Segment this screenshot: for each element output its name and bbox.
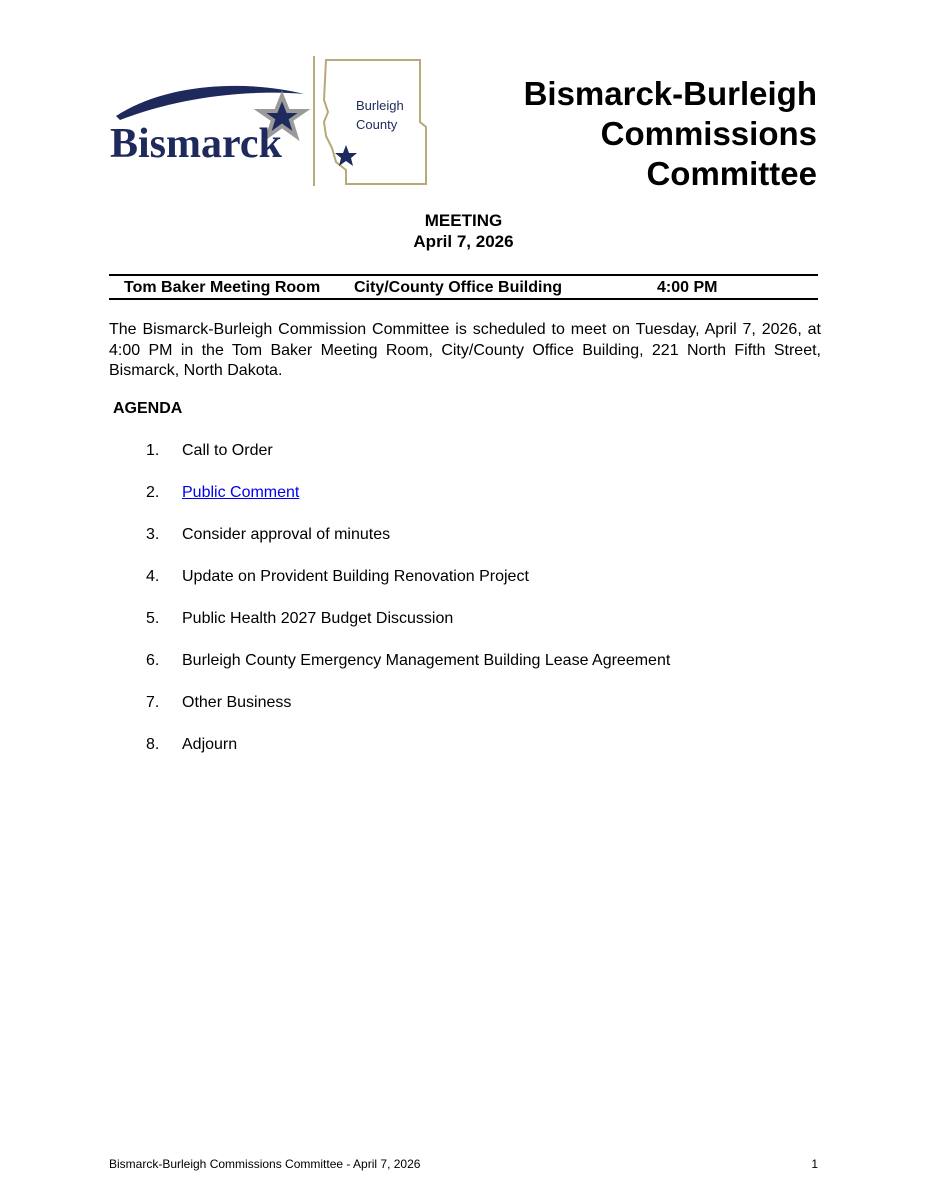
county-name-line2: County [356, 117, 398, 132]
agenda-item-label: Consider approval of minutes [182, 526, 391, 543]
agenda-item-number: 7. [146, 694, 160, 711]
agenda-item-label: Burleigh County Emergency Management Building Lease Agreement [182, 652, 671, 669]
agenda-item-number: 5. [146, 610, 160, 627]
meeting-time: 4:00 PM [657, 279, 718, 296]
agenda-item-number: 6. [146, 652, 160, 669]
title-line-2: Commissions [600, 115, 817, 152]
county-name-line1: Burleigh [356, 98, 404, 113]
agenda-item-label: Other Business [182, 694, 292, 711]
bismarck-wordmark: Bismarck [110, 121, 282, 167]
agenda-title: AGENDA [113, 400, 183, 417]
footer-text: Bismarck-Burleigh Commissions Committee - April 7, 2026 [109, 1157, 421, 1171]
agenda-item-label: Adjourn [182, 736, 238, 753]
meeting-heading [0, 210, 927, 252]
meeting-building: City/County Office Building [354, 279, 562, 296]
agenda-item-number: 3. [146, 526, 160, 543]
logo-graphic [108, 52, 438, 192]
meeting-info-bar [109, 274, 818, 300]
agenda-item-label: Public Health 2027 Budget Discussion [182, 610, 454, 627]
agenda-item-number: 4. [146, 568, 160, 585]
agenda-item-link[interactable]: Public Comment [182, 484, 300, 501]
agenda-item-label: Update on Provident Building Renovation Project [182, 568, 529, 585]
title-line-3: Committee [646, 155, 817, 192]
meeting-description: The Bismarck-Burleigh Commission Committee is scheduled to meet on Tuesday, April 7, 2026, at 4:00 PM in the Tom Baker Meeting Room, City/County Office Building, 221 North Fifth Street, Bismarck, North Dakota. [109, 321, 821, 379]
agenda-item-number: 8. [146, 736, 160, 753]
agenda-item-number: 1. [146, 442, 160, 459]
page-number: 1 [811, 1157, 818, 1171]
agenda-item-number: 2. [146, 484, 160, 501]
bismarck-burleigh-logo [108, 52, 438, 192]
meeting-date: April 7, 2026 [413, 232, 514, 251]
title-line-1: Bismarck-Burleigh [523, 75, 817, 112]
agenda-item-label: Call to Order [182, 442, 273, 459]
meeting-room: Tom Baker Meeting Room [124, 279, 321, 296]
committee-title [524, 74, 817, 194]
meeting-label: MEETING [424, 211, 503, 230]
